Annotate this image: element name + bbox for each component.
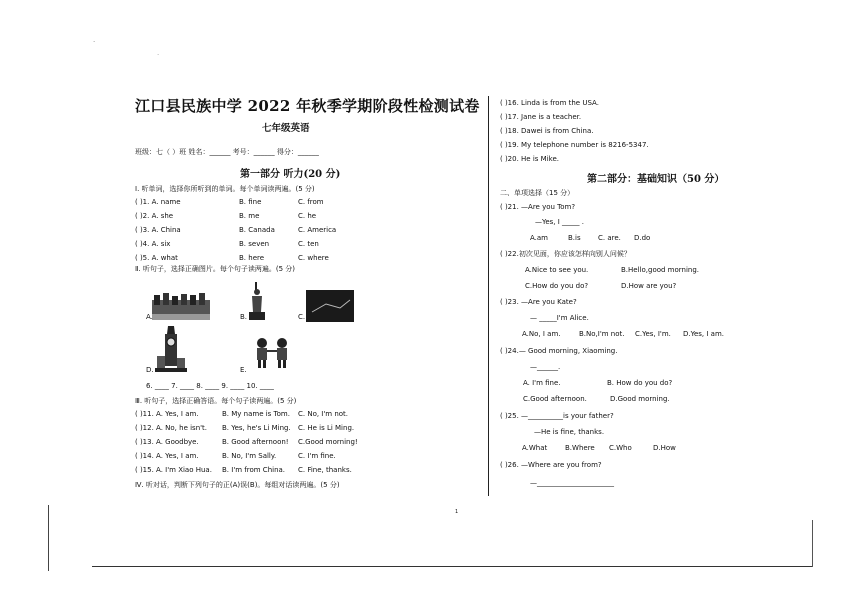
question-22: ( )22.初次见面，你应该怎样向别人问候？ <box>500 250 631 258</box>
picture-label-b: B. <box>240 313 248 321</box>
question-row: ( )14. A. Yes, I am. <box>135 452 199 460</box>
scan-edge-line <box>812 520 813 567</box>
option-c: C.Good morning! <box>298 438 358 446</box>
exam-subtitle: 七年级英语 <box>262 123 310 134</box>
single-choice-heading: 二、单项选择（15 分） <box>500 189 575 197</box>
picture-d-clock-tower <box>155 326 187 372</box>
section1-heading: Ⅰ. 听单词，选择你所听到的单词。每个单词读两遍。(5 分) <box>135 185 315 193</box>
option-b: B. My name is Tom. <box>222 410 290 418</box>
option-c: C. from <box>298 198 324 206</box>
option-b: B. fine <box>239 198 262 206</box>
option-c: C. No, I'm not. <box>298 410 349 418</box>
option-c: C. he <box>298 212 317 220</box>
option-c: C.Who <box>609 444 632 452</box>
question-row: ( )13. A. Goodbye. <box>135 438 199 446</box>
scan-speck: · <box>157 51 160 59</box>
question-26-line2: —______________________ <box>530 479 614 487</box>
section3-heading: Ⅲ. 听句子，选择正确答语。每个句子读两遍。(5 分) <box>135 397 297 405</box>
option-c: C. Fine, thanks. <box>298 466 352 474</box>
question-row: ( )18. Dawei is from China. <box>500 127 594 135</box>
question-row: ( )11. A. Yes, I am. <box>135 410 199 418</box>
option-b: B.No,I'm not. <box>579 330 625 338</box>
question-row: ( )5. A. what <box>135 254 178 262</box>
option-b: B.Hello,good morning. <box>621 266 700 274</box>
option-c: C.Yes, I'm. <box>635 330 671 338</box>
picture-a-flags <box>152 292 212 322</box>
picture-c-night <box>306 290 354 322</box>
question-21: ( )21. —Are you Tom? <box>500 203 576 211</box>
page-number: 1 <box>455 509 459 515</box>
option-b: B. Canada <box>239 226 275 234</box>
question-row: ( )4. A. six <box>135 240 171 248</box>
question-25: ( )25. —__________is your father? <box>500 412 614 420</box>
picture-label-d: D. <box>146 366 154 374</box>
picture-e-kids <box>250 336 294 370</box>
question-row: ( )2. A. she <box>135 212 174 220</box>
picture-label-a: A. <box>146 313 153 321</box>
part1-heading: 第一部分 听力(20 分) <box>240 169 341 180</box>
section4-heading: Ⅳ. 听对话，判断下列句子的正(A)误(B)。每组对话读两遍。(5 分) <box>135 481 340 489</box>
question-row: ( )12. A. No, he isn't. <box>135 424 208 432</box>
option-c: C.How do you do? <box>525 282 589 290</box>
question-26: ( )26. —Where are you from? <box>500 461 602 469</box>
option-d: D.How <box>653 444 676 452</box>
question-23: ( )23. —Are you Kate? <box>500 298 577 306</box>
question-row: ( )17. Jane is a teacher. <box>500 113 582 121</box>
option-d: D.do <box>634 234 651 242</box>
option-d: D.Good morning. <box>610 395 670 403</box>
question-row: ( )20. He is Mike. <box>500 155 559 163</box>
question-25-line2: —He is fine, thanks. <box>534 428 605 436</box>
option-d: D.Yes, I am. <box>683 330 724 338</box>
option-c: C.Good afternoon. <box>523 395 587 403</box>
question-24: ( )24.— Good morning, Xiaoming. <box>500 347 618 355</box>
scan-edge-line <box>48 505 49 571</box>
option-b: B.Where <box>565 444 595 452</box>
question-21-line2: —Yes, I _____ . <box>535 218 584 226</box>
option-c: C. He is Li Ming. <box>298 424 355 432</box>
question-23-line2: — _____I'm Alice. <box>530 314 589 322</box>
question-row: ( )1. A. name <box>135 198 181 206</box>
option-a: A.No, I am. <box>522 330 561 338</box>
option-a: A.Nice to see you. <box>525 266 589 274</box>
option-a: A.What <box>522 444 548 452</box>
option-c: C. where <box>298 254 329 262</box>
picture-b-statue <box>246 282 268 322</box>
option-b: B. seven <box>239 240 270 248</box>
picture-label-c: C. <box>298 313 306 321</box>
option-b: B. How do you do? <box>607 379 673 387</box>
question-row: ( )15. A. I'm Xiao Hua. <box>135 466 212 474</box>
option-b: B. here <box>239 254 265 262</box>
question-row: ( )16. Linda is from the USA. <box>500 99 599 107</box>
scan-bottom-line <box>92 566 812 567</box>
option-a: A. I'm fine. <box>523 379 561 387</box>
question-24-line2: —______. <box>530 363 561 371</box>
option-c: C. are. <box>598 234 621 242</box>
option-b: B. No, I'm Sally. <box>222 452 277 460</box>
picture-label-e: E. <box>240 366 247 374</box>
option-a: A.am <box>530 234 548 242</box>
option-d: D.How are you? <box>621 282 677 290</box>
option-c: C. I'm fine. <box>298 452 336 460</box>
question-row: ( )3. A. China <box>135 226 181 234</box>
option-b: B. Yes, he's Li Ming. <box>222 424 291 432</box>
exam-title: 江口县民族中学 2022 年秋季学期阶段性检测试卷 <box>135 97 480 115</box>
answer-blanks: 6. ____ 7. ____ 8. ____ 9. ____ 10. ____ <box>146 382 274 390</box>
part2-heading: 第二部分：基础知识（50 分） <box>587 174 725 185</box>
scan-speck: · <box>93 38 96 46</box>
option-c: C. ten <box>298 240 319 248</box>
option-c: C. America <box>298 226 337 234</box>
column-divider <box>488 96 489 496</box>
option-b: B. me <box>239 212 260 220</box>
option-b: B.is <box>568 234 581 242</box>
option-b: B. Good afternoon! <box>222 438 289 446</box>
section2-heading: Ⅱ. 听句子，选择正确图片。每个句子读两遍。(5 分) <box>135 265 296 273</box>
student-info-line: 班级：七（ ）班 姓名：______ 考号：______ 得分：______ <box>135 148 319 156</box>
option-b: B. I'm from China. <box>222 466 286 474</box>
question-row: ( )19. My telephone number is 8216-5347. <box>500 141 649 149</box>
